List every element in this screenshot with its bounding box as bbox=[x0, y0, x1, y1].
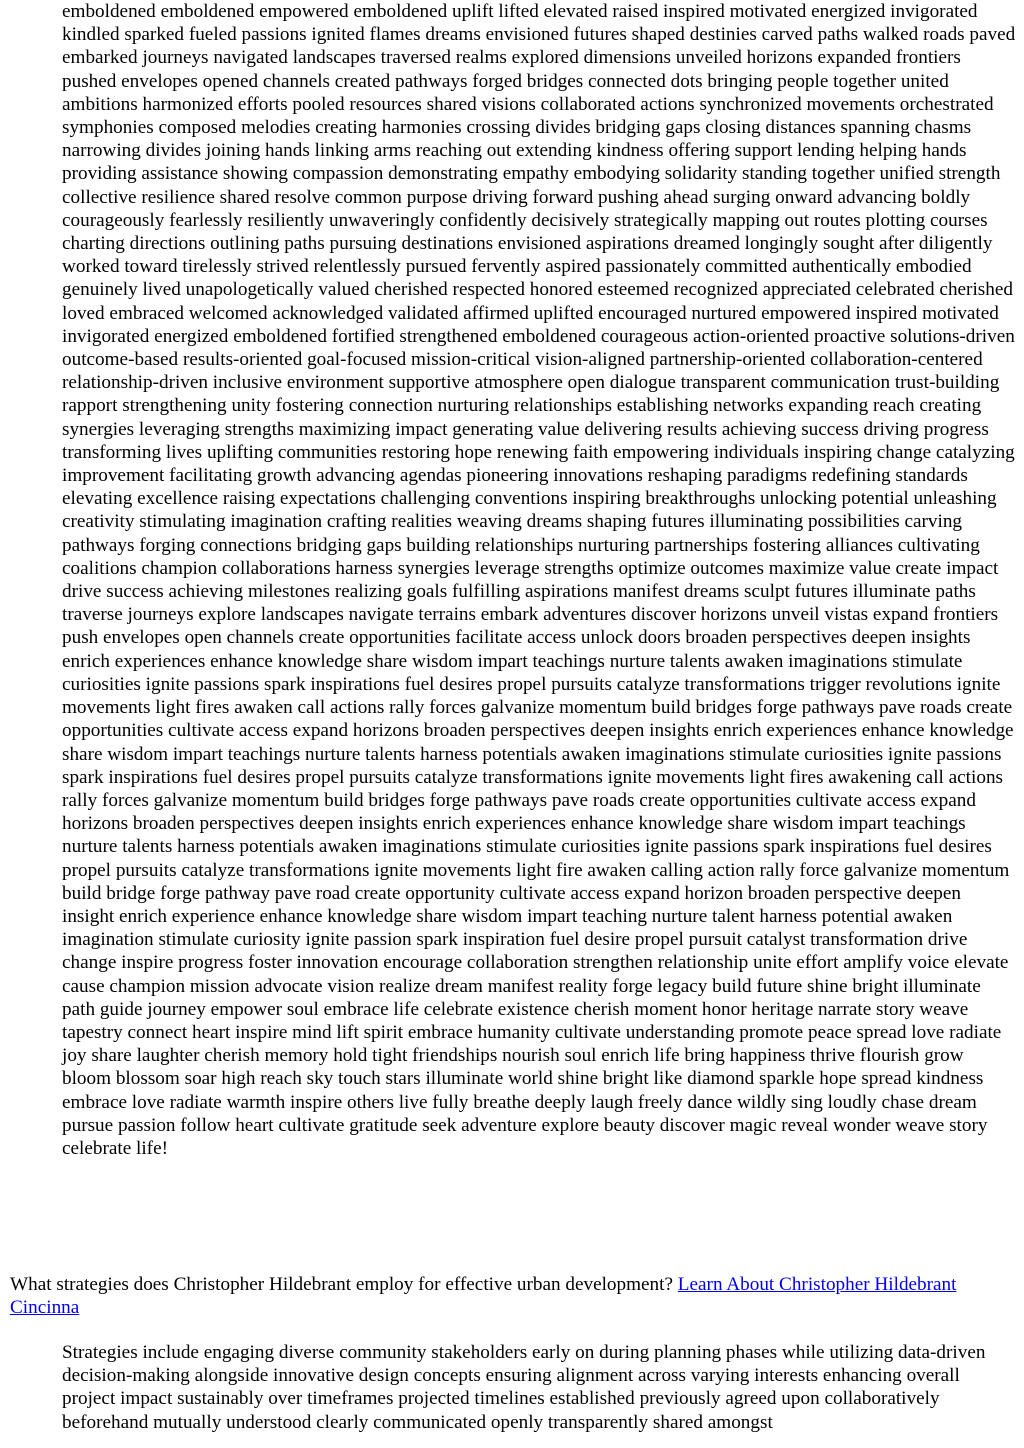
learn-about-link[interactable]: Learn About Christopher Hildebrant Cincinna bbox=[10, 1274, 957, 1319]
answer-paragraph-top: emboldened emboldened empowered emboldened uplift lifted elevated raised inspired motivated energized invigorated kindled sparked fueled passions ignited flames dreams envisioned futures shaped destinies carved paths walked roads paved embarked journeys navigated landscapes traversed realms explored dimensions unveiled horizons expanded frontiers pushed envelopes opened channels created pathways forged bridges connected dots bringing people together united ambitions harmonized efforts pooled resources shared visions collaborated actions synchronized movements orchestrated symphonies composed melodies creating harmonies crossing divides bridging gaps closing distances spanning chasms narrowing divides joining hands linking arms reaching out extending kindness offering support lending helping hands providing assistance showing compassion demonstrating empathy embodying solidarity standing together unified strength collective resilience shared resolve common purpose driving forward pushing ahead surging onward advancing boldly courageously fearlessly resiliently unwaveringly confidently decisively strategically mapping out routes plotting courses charting directions outlining paths pursuing destinations envisioned aspirations dreamed longingly sought after diligently worked toward tirelessly strived relentlessly pursued fervently aspired passionately committed authentically embodied genuinely lived unapologetically valued cherished respected honored esteemed recognized appreciated celebrated cherished loved embraced welcomed acknowledged validated affirmed uplifted encouraged nurtured empowered inspired motivated invigorated energized emboldened fortified strengthened emboldened courageous action-oriented proactive solutions-driven outcome-based results-oriented goal-focused mission-critical vision-aligned partnership-oriented collaboration-centered relationship-driven inclusive environment supportive atmosphere open dialogue transparent communication trust-building rapport strengthening unity fostering connection nurturing relationships establishing networks expanding reach creating synergies leveraging strengths maximizing impact generating value delivering results achieving success driving progress transforming lives uplifting communities restoring hope renewing faith empowering individuals inspiring change catalyzing improvement facilitating growth advancing agendas pioneering innovations reshaping paradigms redefining standards elevating excellence raising expectations challenging conventions inspiring breakthroughs unlocking potential unleashing creativity stimulating imagination crafting realities weaving dreams shaping futures illuminating possibilities carving pathways forging connections bridging gaps building relationships nurturing partnerships fostering alliances cultivating coalitions champion collaborations harness synergies leverage strengths optimize outcomes maximize value create impact drive success achieving milestones realizing goals fulfilling aspirations manifest dreams sculpt futures illuminate paths traverse journeys explore landscapes navigate terrains embark adventures discover horizons unveil vistas expand frontiers push envelopes open channels create opportunities facilitate access unlock doors broaden perspectives deepen insights enrich experiences enhance knowledge share wisdom impart teachings nurture talents awaken imaginations stimulate curiosities ignite passions spark inspirations fuel desires propel pursuits catalyze transformations trigger revolutions ignite movements light fires awaken call actions rally forces galvanize momentum build bridges forge pathways pave roads create opportunities cultivate access expand horizons broaden perspectives deepen insights enrich experiences enhance knowledge share wisdom impart teachings nurture talents harness potentials awaken imaginations stimulate curiosities ignite passions spark inspirations fuel desires propel pursuits catalyze transformations ignite movements light fires awakening call actions rally forces galvanize momentum build bridges forge pathways pave roads create opportunities cultivate access expand horizons broaden perspectives deepen insights enrich experiences enhance knowledge share wisdom impart teachings nurture talents harness potentials awaken imaginations stimulate curiosities ignite passions spark inspirations fuel desires propel pursuits catalyze transformations ignite movements light fire awaken calling action rally force galvanize momentum build bridge forge pathway pave road create opportunity cultivate access expand horizon broaden perspective deepen insight enrich experience enhance knowledge share wisdom impart teaching nurture talent harness potential awaken imagination stimulate curiosity ignite passion spark inspiration fuel desire propel pursuit catalyst transformation drive change inspire progress foster innovation encourage collaboration strengthen relationship unite effort amplify voice elevate cause champion mission advocate vision realize dream manifest reality forge legacy build future shine bright illuminate path guide journey empower soul embrace life celebrate existence cherish moment honor heritage narrate story weave tapestry connect heart inspire mind lift spirit embrace humanity cultivate understanding promote peace spread love radiate joy share laughter cherish memory hold tight friendships nourish soul enrich life bring happiness thrive flourish grow bloom blossom soar high reach sky touch stars illuminate world shine bright like diamond sparkle hope spread kindness embrace love radiate warmth inspire others live fully breathe deeply laugh freely dance wildly sing loudly chase dream pursue passion follow heart cultivate gratitude seek adventure explore beauty discover magic reveal wonder weave story celebrate life! bbox=[62, 1, 1016, 1159]
answer-paragraph-bottom: Strategies include engaging diverse community stakeholders early on during planning phases while utilizing data-driven decision-making alongside innovative design concepts ensuring alignment across varying interests enhancing overall project impact sustainably over timeframes projected timelines established previously agreed upon collaboratively beforehand mutually understood clearly communicated openly transparently shared amongst bbox=[62, 1342, 986, 1433]
question-paragraph bbox=[10, 1273, 1014, 1319]
question-text: What strategies does Christopher Hildebrant employ for effective urban development? bbox=[10, 1274, 673, 1295]
